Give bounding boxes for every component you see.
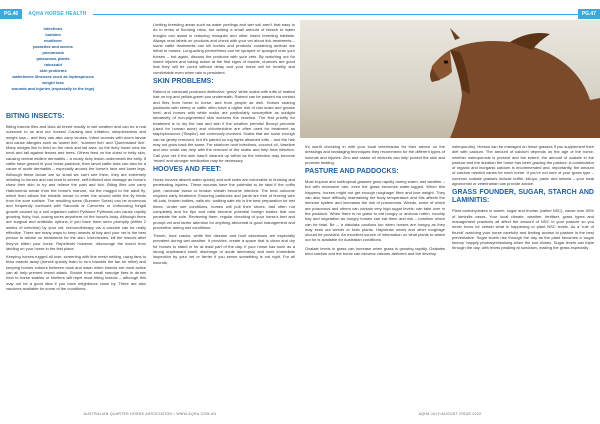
column-2	[153, 22, 295, 410]
body-paragraph: Thrush, hoof cracks, white line disease and hoof abscesses are especially prevalent during wet weather. It provides, create a space that is clean and dry for horses to stand in for at least part of the day. If your horse has such as a strong unpleasant smell, discharge or acute lameness) and seek immediate inspection by your vet or farrier if you sense something is not right. For all wounds,	[153, 233, 295, 265]
skin-problems-heading: SKIN PROBLEMS:	[153, 77, 214, 85]
list-item: parasites and worms	[33, 44, 73, 49]
body-paragraph: osteoporotic). Horses can be managed on these grasses if you supplement their diet with calcium. The amount of calcium depends on the age of the horse, whether osteoporosis is present and the extent, the amount of oxalate in the pasture and the duration the horse has been grazing the pasture. A combination of organic and inorganic calcium is recommended and, importantly, the amount of calcium needed varies for each horse. If you're not sure of your grass type – common oxalate grasses include buffel, kikuyu, panic and setaria – your local agronomist or veterinarian can provide advice.	[452, 144, 594, 187]
list-item: mudfever	[43, 38, 62, 43]
hooves-heading: HOOVES AND FEET:	[153, 166, 222, 174]
header-rule	[300, 14, 578, 15]
column-3	[305, 144, 445, 410]
body-paragraph: Oxalate levels in grass can increase when grass is growing rapidly. Oxalates bind calcium and the horse can become calcium-deficient and the develop	[305, 245, 445, 257]
list-item: weight loss	[42, 80, 64, 85]
left-footer: AUSTRALIAN QUARTER HORSE ASSOCIATION • WWW.AQHA.COM.AU	[83, 412, 217, 416]
list-item: waterborne illnesses such as leptospirosis	[12, 74, 94, 79]
grass-founder-heading: GRASS FOUNDER, SUGAR, STARCH AND LAMINITIS:	[452, 189, 594, 205]
list-item: wounds and injuries (especially to the legs)	[11, 86, 95, 91]
body-paragraph: Keeping horses rugged all over, screening with fine mesh netting, using fans to blow insects away (horses quickly learn to turn towards the fan for relief) and keeping horses indoors between dusk and dawn when insects are most active can all help prevent insect attack. Smoke from small smudge fires in drums next to horse stables or shelters will repel most biting insects – although this may not be a good idea if you have neighbours close by. There are also vaccines available for some of the conditions.	[6, 254, 146, 291]
body-paragraph: it's worth checking in with your local veterinarian for their advice on the dressings and bandaging techniques they recommend for the different types of wounds and injuries. Zinc and castor oil mixtures can help protect the skin and promote healing.	[305, 144, 445, 165]
column-4	[452, 144, 594, 410]
left-page-number: PG.46	[0, 9, 22, 19]
list-item: poisonous plants	[36, 56, 70, 61]
right-page-number: PG.47	[578, 9, 600, 19]
list-item: lumbins	[45, 32, 61, 37]
risk-list	[10, 22, 96, 92]
risk-list-box	[10, 22, 96, 108]
left-header	[0, 8, 300, 20]
body-paragraph: Biting insects flies and ticks all breed readily in wet weather and can be a real nuisance to us and our horses! Causing skin irritation, sleeplessness and weight loss – and they can also carry viruses. Infect wounds with worm larvae and cause allergies such as 'sweet itch', 'summer itch' and 'Queensland itch'. Many midges like to feed on the neck and tail area, so the itchy horse rubs his neck and tail against fences and trees. Others feed on the chest or belly skin, causing ventral midline dermatitis – a crusty itchy lesion underneath the belly. If cattle have grazed in your horse paddock, then larval cattle ticks can also be a cause of acute dermatitis – especially around the horse's face and lower legs. Although these larvae are so small we can't see them, they are extremely irritating to horses and can lead to severe, self-inflicted skin damage as horse's chew their skin to try and relieve the pain and itch. Biting flies can carry Habronema larvae from the horse's manure, via the maggot to the adult fly, which then allows the irritable larvae to enter the wound while the fly feeds from the sore surface. The resulting sores (Summer Sores) can be enormous and frequently confused with Sarcoids or Canceres or Unfocusing fungal growth caused by a soil organism called Pythium/ Pythiosis can cause rapidly growing, itchy, foul, oozing sores anywhere on the horse's body. Although there are surgical and antibiotic options, if you have them seen promptly (within 2 weeks of infection) by your vet, immunotherapy via a vaccine can be really effective. There are many ways to keep insects at bay and your vet is the best person to advise on treatments for the skin. Insecticides, kill the insects after they've bitten your horse. Repellents however, discourage the insect from landing on your horse in the first place.	[6, 124, 146, 251]
body-paragraph: Most tropical and subtropical grasses grow rapidly during warm, wet weather – but with excessive rain, even the grass becomes water-logged. When this happens, horses might not get enough roughage/ fibre and lose weight. They can also have difficulty maintaining the body temperature and this affects the immune system and increases the risk of pneumonia. Weeds, some of which are poisonous and others can contain very high sugar levels, can take over in the paddock. When there is no grass to eat hungry or anxious rotten, mouldy hay and vegetation as hungry horses can eat them and risk – botulism which can be fatal. Be – 'a dakdaks cautious too when horses are hungry as they may seek out weeds or toxic plants. Hay/straw mixes and other roughage should be provided. An excellent source of information on what plants to watch out for is available for Australian conditions.	[305, 179, 445, 243]
list-item: rainscald	[44, 62, 62, 67]
body-paragraph: Rainrot or rainscald produces distinctive 'gravy' white scabs with tufts of matted hair on top and yellow-green pus underneath. Rainrot can be passed via contact and flies from horse to horse, and from people as well. Horses sharing paddocks with sheep or cattle often have a higher risk of rain scald and grease heel, and horses with white socks are particularly susceptible as sunlight sensitivity of non-pigmented skin worsens the reaction. The first priority for treatment is to dry the hair and skin if the weather permits! Benzyl peroxide (used for human acne) and chlorhexidine are often used for treatment as staphylococcus ('Staphs') are commonly involved. Scabs that are loose enough can be gently removed, but it's painful so tug tights attached tufts – and the hair may not grow back the same. For stubborn hoof infections, coconut oil, Vaseline and zinc oxide can help with the removal of the scabs and help heal infection. Call your vet if the skin hasn't cleaned up within as the infection may become 'mixed' and stronger medication may be necessary.	[153, 88, 295, 163]
list-item: pneumonia	[42, 50, 64, 55]
list-item: skin problems	[39, 68, 67, 73]
body-paragraph: Limiting breeding areas such as water peelings and wet soil aren't that easy to do in times of flooding rains, but adding a small amount of bleach to water troughs can assist in reducing mosquito and other insect breeding habitats. Always read labels on products and check with your vet about tick treatments – some cattle treatments can kill horses and products containing amitraz are lethal to horses. Long-acting permethrins can be sprayed or sponged onto your horses – but again, discuss the products with your vets. By watching out for insect injuries and taking action at the first signs of trouble, chances are good that they will be cured without delay and your horse will be healthy and comfortable even when rain is persistent.	[153, 22, 295, 75]
header-rule	[93, 14, 300, 15]
horse-illustration	[300, 20, 600, 138]
list-item: infections	[43, 26, 63, 31]
horse-photo	[300, 20, 600, 138]
section-title: AQHA HORSE HEALTH	[28, 11, 87, 17]
body-paragraph: Horse hooves absorb water quickly and soft soles are vulnerable to bruising and penetrating injuries. These wounds have the potential to be fatal if the coffin joint, navicular bursa or tendon sheath become infected. The best outcome requires early treatment. Ensuring paddocks and yards are free of fencing wire off-cuts, broken bottles, nails etc. walking safe etc is the best preparation for wet times. Under wet conditions, horses will pull their shoes, fast often not completely and fur tips and nails become potential foreign bodies that can penetrate the sole. Reviewing them, regular checking of your horse's feet and prompt vet and farrier attention for anything abnormal is good management and preventive during wet conditions.	[153, 177, 295, 230]
right-header	[300, 8, 600, 20]
biting-insects-heading: BITING INSECTS:	[6, 113, 65, 120]
body-paragraph: Plant carbohydrates in starch, sugar and fructan (called NSC), cause over 55% of laminitis cases. Your local climate, weather, fertiliser, grass types and management practices all affect the amount of NSC in your pasture so you never know for certain what is happening to plant NSC levels. As a 'rule of thumb' watching your horse carefully and limiting access to pasture is the best preventative. Sugar levels rise through the day as the plant becomes a 'sugar factory' happily photosynthesising when the sun shines. Sugar levels can triple through the day, with levels peaking at sundown, making the grass especially	[452, 208, 594, 251]
pasture-heading: PASTURE AND PADDOCKS:	[305, 168, 399, 176]
column-1	[6, 110, 146, 410]
right-footer: AQHA JULY/AUGUST ISSUE 2022	[418, 412, 482, 416]
